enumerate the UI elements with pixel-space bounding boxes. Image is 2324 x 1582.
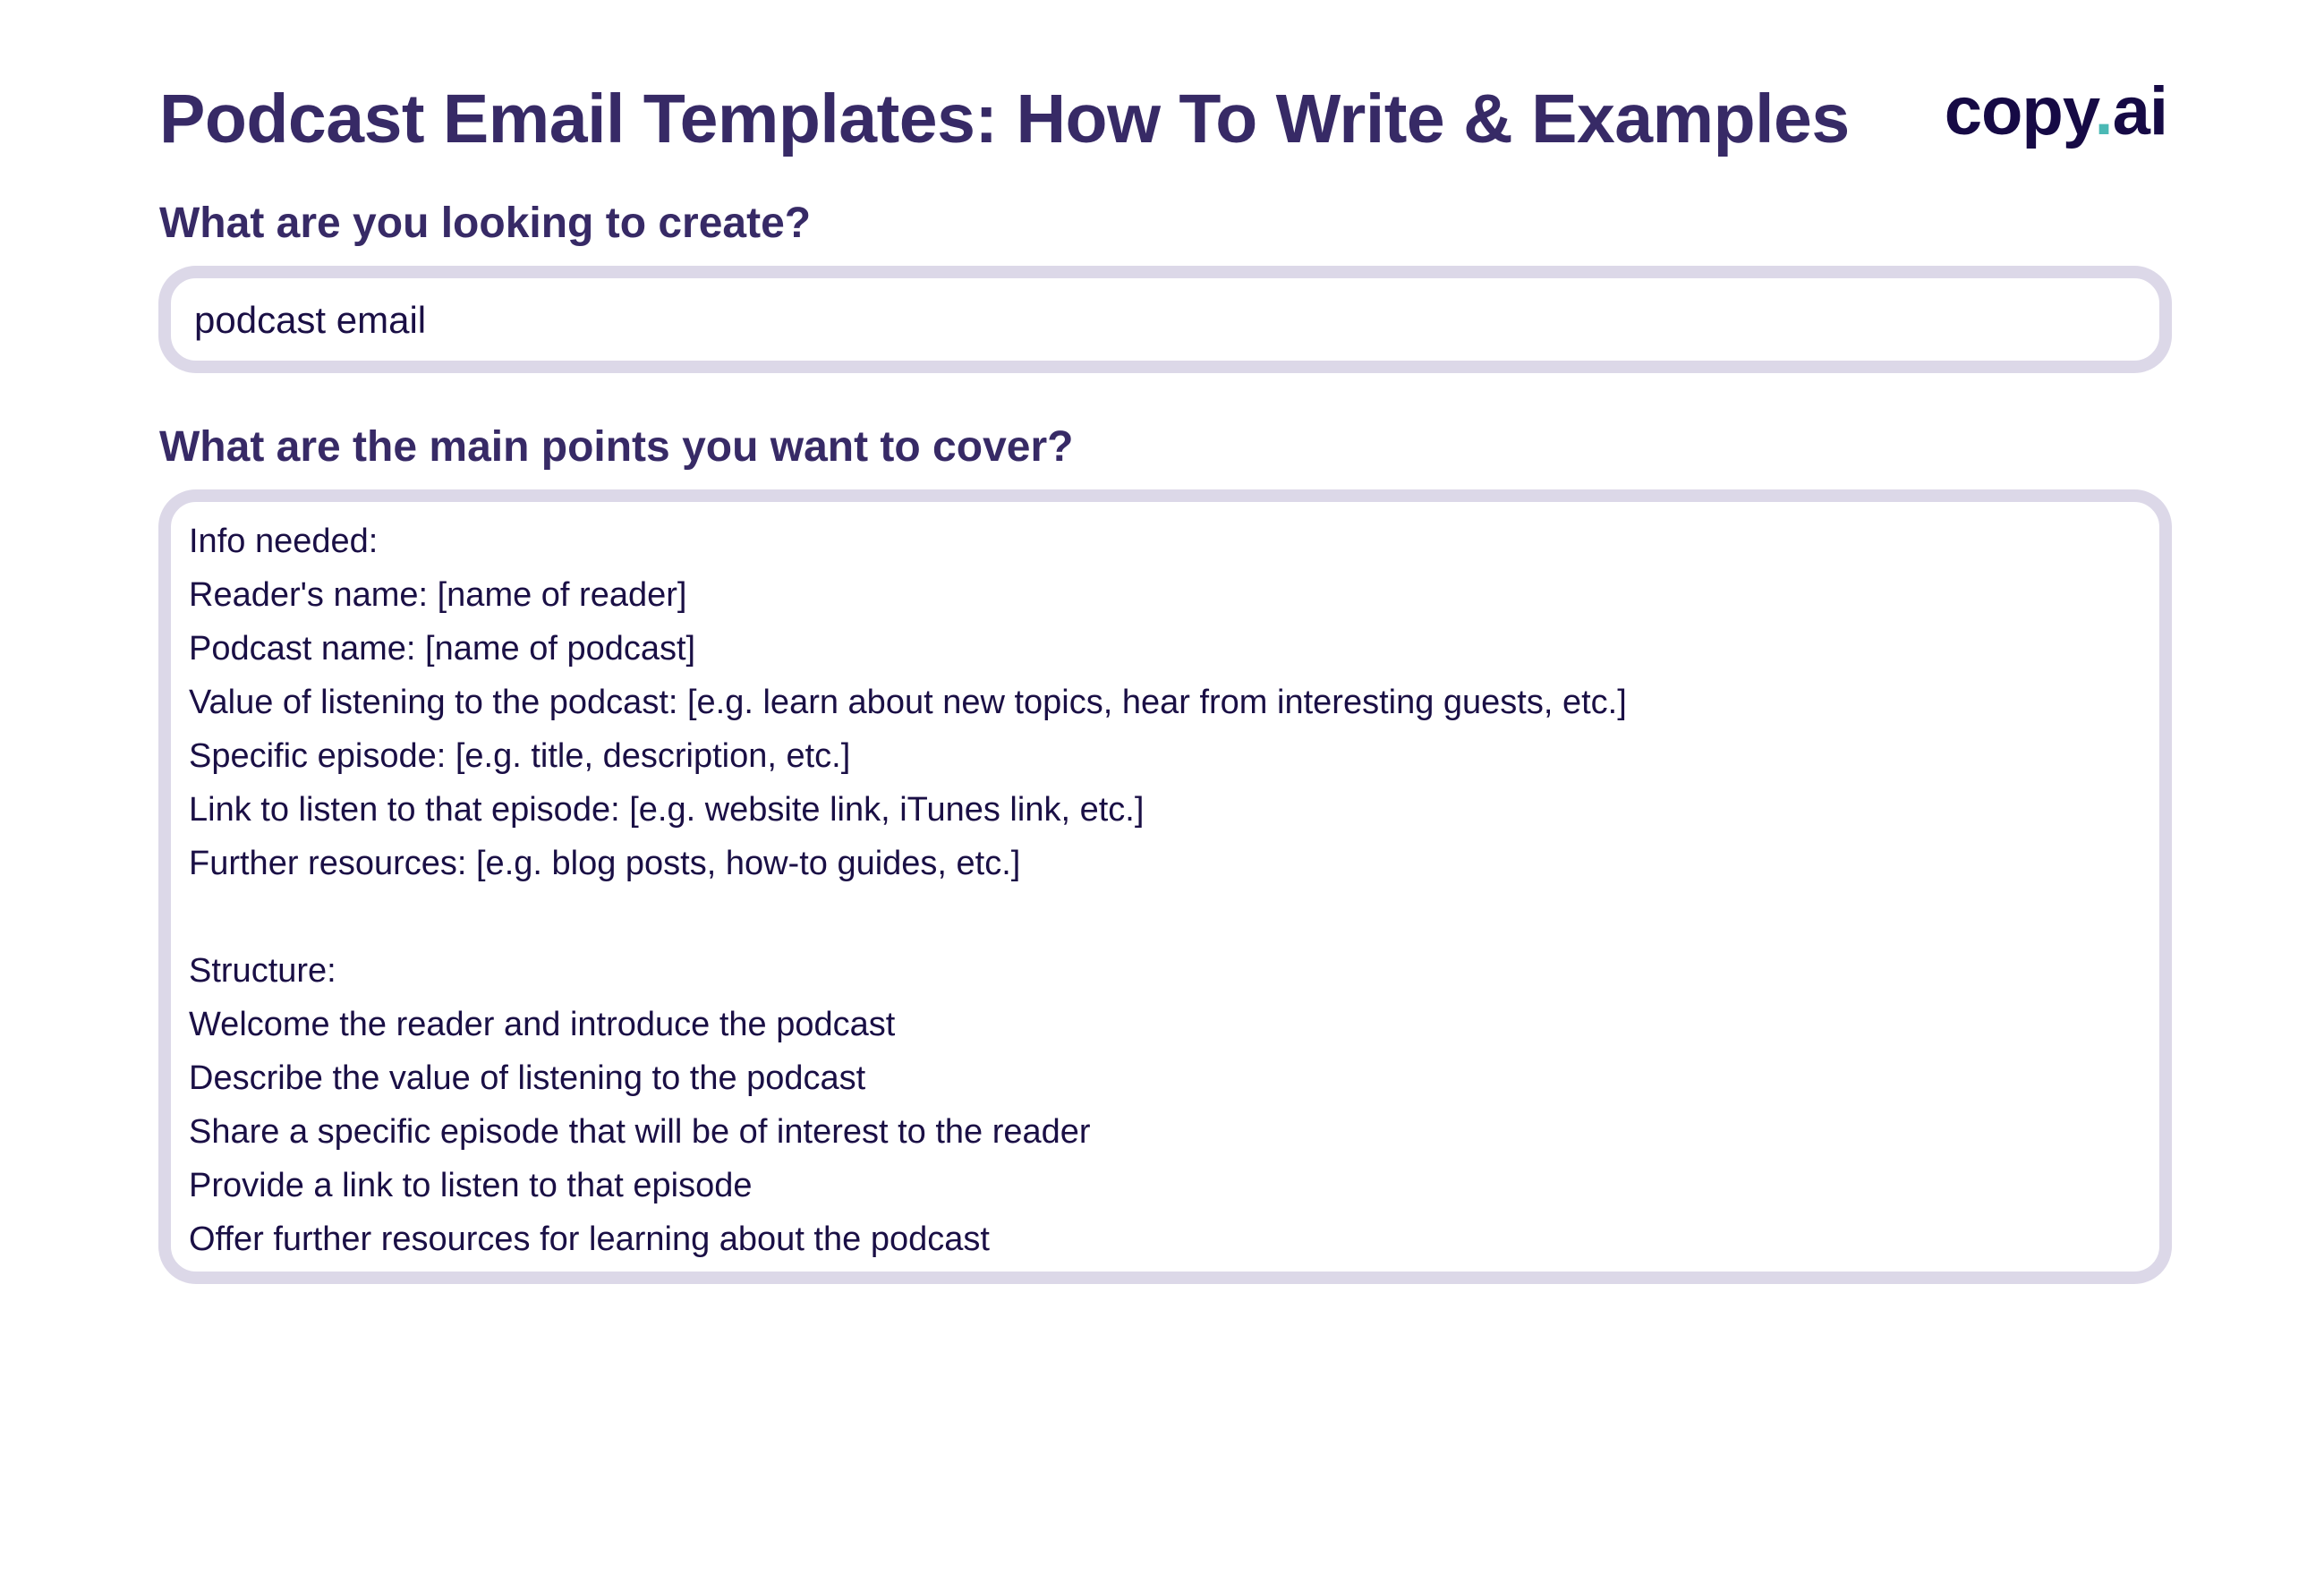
create-input[interactable] [158, 266, 2172, 373]
textarea-line: Value of listening to the podcast: [e.g. learn about new topics, hear from interesting guests, etc.] [189, 684, 1627, 721]
textarea-line: Info needed: [189, 523, 379, 560]
logo-text-copy: copy [1944, 73, 2095, 149]
textarea-line: Link to listen to that episode: [e.g. website link, iTunes link, etc.] [189, 791, 1145, 829]
main-points-content [189, 515, 2141, 1266]
textarea-line: Further resources: [e.g. blog posts, how-to guides, etc.] [189, 845, 1021, 882]
main-points-label: What are the main points you want to cover? [159, 423, 1074, 471]
textarea-line: Reader's name: [name of reader] [189, 576, 687, 614]
textarea-line: Specific episode: [e.g. title, description, etc.] [189, 737, 851, 775]
textarea-line: Describe the value of listening to the podcast [189, 1059, 866, 1097]
page-title: Podcast Email Templates: How To Write & Examples [159, 81, 1850, 157]
create-input-value: podcast email [194, 299, 427, 341]
textarea-line: Share a specific episode that will be of interest to the reader [189, 1113, 1091, 1151]
textarea-blank-line [189, 890, 2141, 944]
textarea-line: Provide a link to listen to that episode [189, 1167, 753, 1204]
logo-text-ai: ai [2112, 73, 2167, 149]
create-question-label: What are you looking to create? [159, 200, 812, 247]
copy-ai-logo[interactable] [1945, 72, 2167, 152]
textarea-line: Offer further resources for learning about the podcast [189, 1221, 990, 1258]
main-points-textarea[interactable] [158, 489, 2172, 1284]
textarea-line: Podcast name: [name of podcast] [189, 630, 696, 668]
logo-dot: . [2094, 73, 2113, 149]
textarea-line: Welcome the reader and introduce the podcast [189, 1006, 896, 1043]
textarea-line: Structure: [189, 952, 336, 990]
